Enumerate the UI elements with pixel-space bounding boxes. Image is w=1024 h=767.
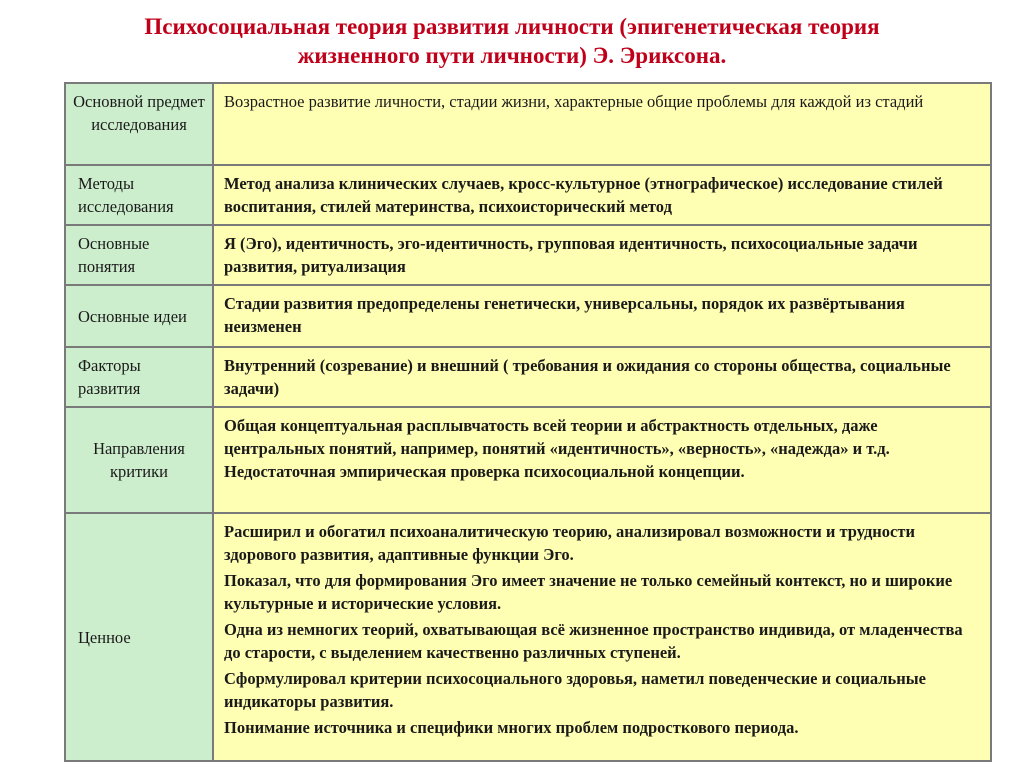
row-value-concepts: Я (Эго), идентичность, эго-идентичность, групповая идентичность, психосоциальные задачи развития, ритуализация	[213, 225, 991, 285]
title-line-2: жизненного пути личности) Э. Эриксона.	[297, 43, 727, 68]
valuable-paragraph-4: Сформулировал критерии психосоциального здоровья, наметил поведенческие и социальные индикаторы развития.	[224, 669, 926, 711]
table-row	[65, 83, 991, 165]
row-value-valuable	[213, 513, 991, 761]
table-row	[65, 407, 991, 513]
table-row	[65, 347, 991, 407]
valuable-paragraph-1: Расширил и обогатил психоаналитическую теорию, анализировал возможности и трудности здорового развития, адаптивные функции Эго.	[224, 522, 915, 564]
row-value-critique: Общая концептуальная расплывчатость всей теории и абстрактность отдельных, даже центральных понятий, например, понятий «идентичность», «верность», «надежда» и т.д. Недостаточная эмпирическая проверка психосоциальной концепции.	[213, 407, 991, 513]
table-row	[65, 225, 991, 285]
row-key-subject: Основной предмет исследования	[65, 83, 213, 165]
row-key-factors: Факторы развития	[65, 347, 213, 407]
valuable-paragraph-2: Показал, что для формирования Эго имеет значение не только семейный контекст, но и широкие культурные и исторические условия.	[224, 571, 953, 613]
theory-table	[64, 82, 992, 762]
page-title	[60, 12, 964, 70]
valuable-paragraph-3: Одна из немногих теорий, охватывающая всё жизненное пространство индивида, от младенчества до старости, с выделением качественно различных ступеней.	[224, 620, 963, 662]
row-key-methods: Методы исследования	[65, 165, 213, 225]
row-value-ideas: Стадии развития предопределены генетически, универсальны, порядок их развёртывания неизменен	[213, 285, 991, 347]
row-key-critique: Направления критики	[65, 407, 213, 513]
valuable-paragraph-5: Понимание источника и специфики многих проблем подросткового периода.	[224, 718, 799, 737]
table-row	[65, 285, 991, 347]
row-key-concepts: Основные понятия	[65, 225, 213, 285]
row-key-ideas: Основные идеи	[65, 285, 213, 347]
row-key-valuable: Ценное	[65, 513, 213, 761]
title-line-1: Психосоциальная теория развития личности (эпигенетическая теория	[144, 14, 880, 39]
row-value-subject: Возрастное развитие личности, стадии жизни, характерные общие проблемы для каждой из стадий	[213, 83, 991, 165]
table-row	[65, 165, 991, 225]
row-value-factors: Внутренний (созревание) и внешний ( требования и ожидания со стороны общества, социальные задачи)	[213, 347, 991, 407]
row-value-methods: Метод анализа клинических случаев, кросс-культурное (этнографическое) исследование стилей воспитания, стилей материнства, психоисторический метод	[213, 165, 991, 225]
table-row	[65, 513, 991, 761]
